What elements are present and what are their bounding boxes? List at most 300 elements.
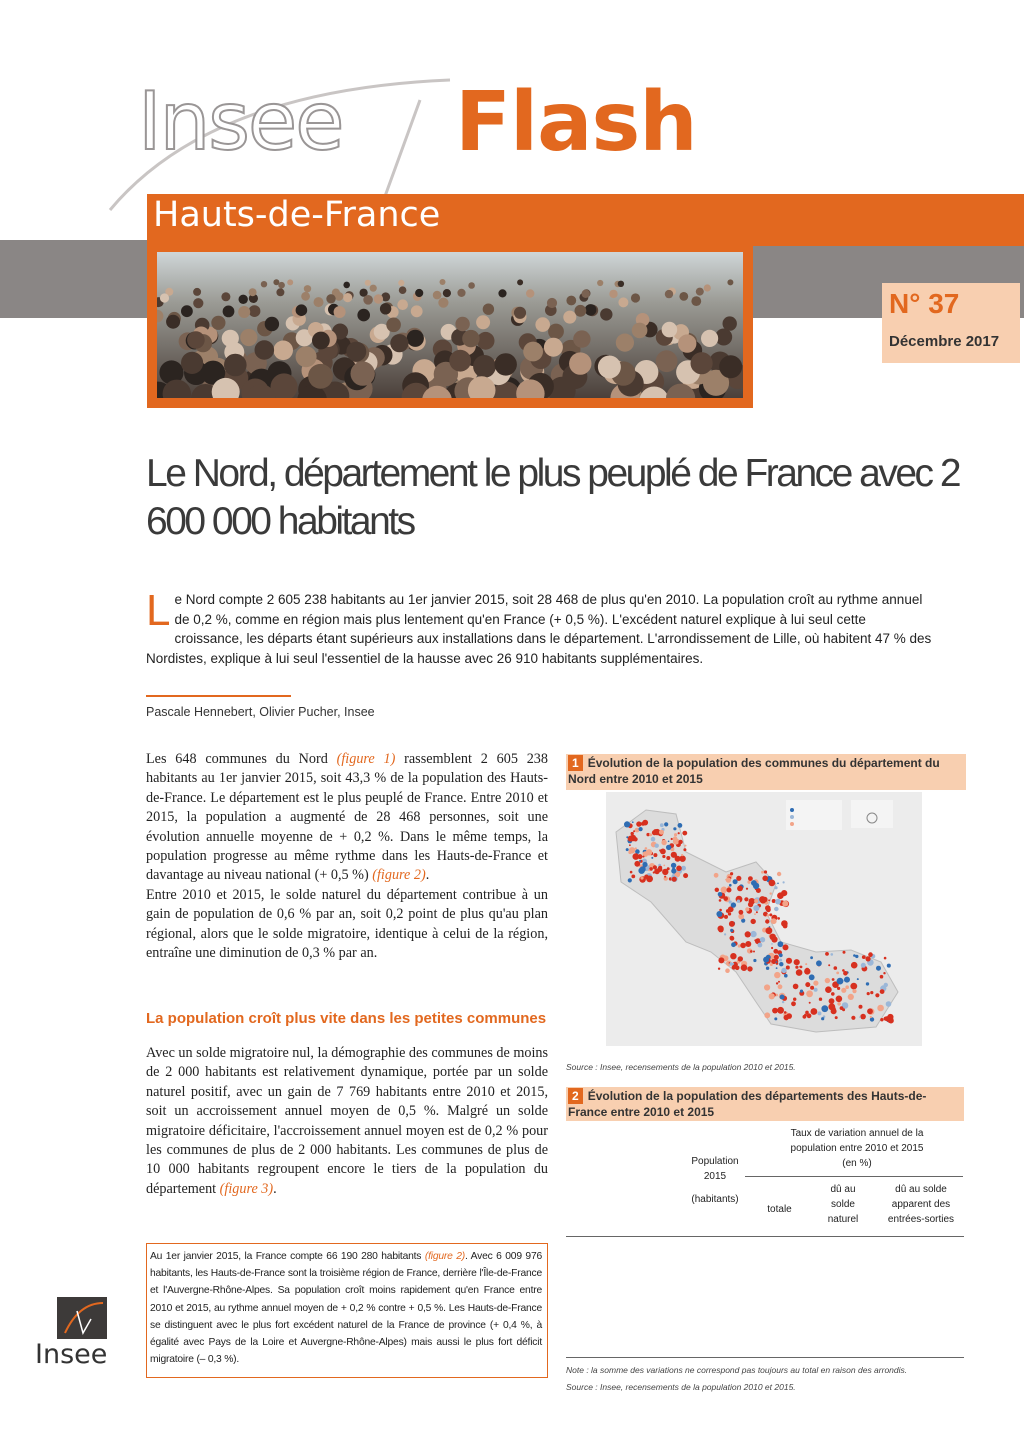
crowd-figure (477, 332, 495, 350)
crowd-figure (535, 317, 550, 332)
figure-2-link[interactable]: (figure 2) (372, 867, 426, 884)
commune-dot (780, 995, 785, 1000)
commune-dot (721, 887, 728, 894)
commune-dot (731, 902, 736, 907)
para1-text-a: Les 648 communes du Nord (146, 751, 337, 767)
commune-dot (678, 840, 682, 844)
crowd-figure (598, 356, 621, 379)
commune-dot (682, 831, 687, 836)
commune-dot (639, 860, 641, 862)
commune-dot (664, 876, 666, 878)
commune-dot (880, 989, 885, 994)
commune-dot (836, 996, 843, 1003)
commune-dot (813, 981, 818, 986)
crowd-figure (166, 315, 180, 329)
commune-dot (832, 978, 835, 981)
commune-dot (653, 853, 657, 857)
crowd-figure (312, 332, 330, 350)
brand-flash: Flash (455, 75, 697, 170)
crowd-figure (457, 289, 465, 297)
crowd-figure (632, 323, 648, 339)
crowd-figure (704, 284, 711, 291)
map-legend (786, 800, 893, 830)
commune-dot (769, 880, 776, 887)
issue-number: N° 37 (889, 288, 960, 319)
crowd-figure (438, 298, 448, 308)
commune-dot (751, 880, 757, 886)
crowd-figure (679, 292, 688, 301)
crowd-figure (514, 307, 526, 319)
figure-2-title-text: Évolution de la population des départements des Hauts-de-France entre 2010 et 2015 (568, 1089, 927, 1119)
crowd-figure (618, 297, 628, 307)
crowd-figure (727, 279, 733, 285)
crowd-figure (335, 292, 344, 301)
commune-dot (718, 926, 724, 932)
crowd-figure (273, 341, 293, 361)
crowd-figure (631, 293, 640, 302)
commune-dot (662, 856, 664, 858)
para1-text-c: . (425, 867, 430, 884)
commune-dot (835, 1016, 838, 1019)
header-migratory: dû au solde apparent des entrées-sorties (887, 1184, 955, 1225)
commune-dot (674, 833, 677, 836)
crowd-figure (343, 293, 352, 302)
commune-dot (644, 875, 648, 879)
commune-dot (719, 909, 722, 912)
commune-dot (767, 914, 770, 917)
lead-text: e Nord compte 2 605 238 habitants au 1er janvier 2015, soit 28 468 de plus qu'en 2010. La population croît au rythme annuel de 0,2 %, comme en région mais plus lentement qu'en France (+ 0,5 %). L'excédent naturel explique à lui seul cette croissance, les départs étant supérieurs aux installations dans le département. L'arrondissement de Lille, où habitent 47 % des Nordistes, explique à lui seul l'essentiel de la hausse avec 26 910 habitants supplémentaires. (146, 592, 932, 666)
lead-paragraph (146, 586, 936, 668)
commune-dot (809, 974, 815, 980)
commune-dot (771, 943, 773, 945)
commune-dot (649, 833, 652, 836)
crowd-figure (193, 298, 203, 308)
header-natural: dû au solde naturel (827, 1184, 859, 1225)
commune-dot (884, 1017, 888, 1021)
commune-dot (766, 907, 771, 912)
commune-dot (718, 968, 720, 970)
figure-2-source: Source : Insee, recensements de la population 2010 et 2015. (566, 1382, 796, 1392)
commune-dot (776, 967, 778, 969)
crowd-figure (526, 289, 534, 297)
crowd-figure (443, 289, 451, 297)
commune-dot (729, 900, 732, 903)
crowd-figure (255, 340, 275, 360)
commune-dot (876, 966, 881, 971)
commune-dot (845, 985, 849, 989)
crowd-figure (483, 304, 494, 315)
commune-dot (821, 1017, 824, 1020)
commune-dot (870, 991, 873, 994)
commune-dot (799, 966, 801, 968)
commune-dot (783, 944, 789, 950)
header-population-unit: (habitants) (691, 1194, 739, 1205)
commune-dot (777, 872, 781, 876)
crowd-figure (357, 309, 370, 322)
commune-dot (793, 984, 799, 990)
commune-dot (772, 938, 776, 942)
commune-dot (642, 862, 647, 867)
crowd-figure (498, 289, 506, 297)
commune-dot (741, 964, 748, 971)
lead-rule (146, 695, 291, 697)
commune-dot (751, 919, 756, 924)
crowd-figure (723, 316, 737, 330)
crowd-figure (399, 286, 407, 294)
commune-dot (673, 827, 676, 830)
commune-dot (730, 953, 736, 959)
table-body-rule-top (566, 1236, 964, 1237)
commune-dot (763, 957, 769, 963)
commune-dot (769, 913, 772, 916)
crowd-figure (455, 317, 469, 331)
commune-dot (870, 955, 872, 957)
commune-dot (825, 978, 830, 983)
commune-dot (831, 1007, 836, 1012)
commune-dot (662, 869, 668, 875)
nord-population-map (606, 792, 922, 1046)
commune-dot (729, 921, 735, 927)
commune-dot (726, 909, 730, 913)
crowd-figure (449, 350, 471, 372)
commune-dot (628, 851, 632, 855)
commune-dot (626, 836, 628, 838)
crowd-figure (380, 303, 391, 314)
crowd-figure (407, 330, 424, 347)
commune-dot (818, 1011, 822, 1015)
commune-dot (737, 900, 740, 903)
crowd-figure (468, 282, 475, 289)
commune-dot (754, 913, 756, 915)
crowd-figure (304, 285, 311, 292)
figure-1-title (568, 755, 964, 787)
crowd-figure (719, 355, 742, 378)
commune-dot (675, 856, 681, 862)
table-header-rule (745, 1176, 963, 1177)
commune-dot (837, 978, 844, 985)
crowd-figure (678, 334, 696, 352)
commune-dot (883, 972, 885, 974)
region-title: Hauts-de-France (153, 195, 441, 235)
commune-dot (862, 955, 866, 959)
commune-dot (635, 849, 640, 854)
crowd-figure (609, 290, 617, 298)
commune-dot (746, 888, 748, 890)
commune-dot (777, 917, 780, 920)
commune-dot (804, 968, 810, 974)
commune-dot (800, 990, 803, 993)
crowd-figure (462, 330, 479, 347)
commune-dot (738, 956, 743, 961)
crowd-figure (600, 308, 612, 320)
commune-dot (753, 951, 755, 953)
commune-dot (629, 844, 631, 846)
crowd-photo (157, 252, 743, 398)
commune-dot (821, 1005, 828, 1012)
commune-dot (631, 875, 635, 879)
commune-dot (724, 933, 726, 935)
crowd-figure (224, 354, 247, 377)
crowd-figure (374, 294, 383, 303)
crowd-figure (370, 285, 377, 292)
commune-dot (673, 836, 678, 841)
crowd-figure (440, 279, 446, 285)
crowd-figure (287, 279, 293, 285)
commune-dot (781, 890, 787, 896)
commune-dot (841, 988, 846, 993)
crowd-figure (160, 293, 169, 302)
commune-dot (661, 840, 666, 845)
commune-dot (870, 1016, 872, 1018)
commune-dot (718, 957, 724, 963)
commune-dot (765, 919, 769, 923)
commune-dot (768, 899, 770, 901)
commune-dot (867, 1008, 873, 1014)
commune-dot (671, 838, 673, 840)
commune-dot (671, 863, 676, 868)
commune-dot (760, 937, 765, 942)
commune-dot (715, 888, 719, 892)
commune-dot (758, 943, 763, 948)
commune-dot (774, 1017, 777, 1020)
commune-dot (725, 879, 727, 881)
crowd-figure (343, 282, 350, 289)
info-box-text (150, 1248, 542, 1368)
crowd-figure (238, 306, 250, 318)
commune-dot (880, 975, 884, 979)
commune-dot (806, 990, 813, 997)
commune-dot (866, 956, 871, 961)
commune-dot (766, 967, 769, 970)
commune-dot (781, 920, 788, 927)
commune-dot (784, 974, 788, 978)
crowd-figure (365, 280, 371, 286)
commune-dot (729, 962, 733, 966)
commune-dot (685, 845, 687, 847)
crowd-figure (326, 294, 335, 303)
commune-dot (796, 969, 803, 976)
crowd-figure (296, 346, 317, 367)
commune-dot (744, 897, 748, 901)
commune-dot (771, 918, 777, 924)
crowd-figure (181, 352, 203, 374)
crowd-figure (314, 297, 324, 307)
crowd-figure (696, 288, 704, 296)
commune-dot (843, 971, 848, 976)
figure-2-note: Note : la somme des variations ne correspond pas toujours au total en raison des arrondis. (566, 1365, 908, 1375)
commune-dot (771, 947, 773, 949)
commune-dot (714, 873, 719, 878)
commune-dot (825, 952, 829, 956)
commune-dot (778, 981, 780, 983)
commune-dot (811, 1008, 818, 1015)
commune-dot (794, 959, 800, 965)
crowd-figure (433, 291, 442, 300)
commune-dot (639, 827, 643, 831)
commune-dot (772, 899, 776, 903)
commune-dot (724, 915, 728, 919)
article-title: Le Nord, département le plus peuplé de France avec 2 600 000 habitants (146, 452, 960, 543)
body-paragraph-2 (146, 1044, 548, 1199)
commune-dot (779, 962, 783, 966)
commune-dot (853, 954, 856, 957)
commune-dot (804, 1014, 807, 1017)
commune-dot (851, 962, 858, 969)
commune-dot (730, 936, 734, 940)
commune-dot (750, 950, 753, 953)
commune-dot (655, 844, 659, 848)
commune-dot (774, 886, 777, 889)
commune-dot (782, 901, 788, 907)
commune-dot (762, 876, 768, 882)
commune-dot (634, 861, 640, 867)
crowd-figure (193, 288, 201, 296)
commune-dot (672, 868, 675, 871)
crowd-figure (656, 350, 678, 372)
figure-3-link[interactable]: (figure 3) (219, 1180, 274, 1197)
commune-dot (737, 886, 743, 892)
commune-dot (775, 899, 781, 905)
commune-dot (736, 876, 741, 881)
crowd-figure (351, 361, 375, 385)
crowd-figure (616, 334, 634, 352)
commune-dot (753, 905, 759, 911)
crowd-figure (346, 342, 366, 362)
figure-1-link[interactable]: (figure 1) (336, 751, 396, 767)
commune-dot (848, 994, 854, 1000)
commune-dot (732, 965, 736, 969)
lead-dropcap: L (146, 586, 171, 635)
box-figure-2-link[interactable]: (figure 2) (424, 1251, 465, 1262)
commune-dot (776, 982, 778, 984)
issue-date: Décembre 2017 (889, 333, 1000, 350)
header-rate-group: Taux de variation annuel de la population entre 2010 et 2015 (en %) (790, 1128, 924, 1169)
commune-dot (810, 956, 813, 959)
commune-dot (877, 1005, 884, 1012)
crowd-figure (597, 280, 603, 286)
commune-dot (807, 1013, 812, 1018)
commune-dot (632, 821, 634, 823)
crowd-figure (476, 315, 490, 329)
commune-dot (852, 989, 856, 993)
commune-dot (624, 821, 630, 827)
crowd-figure (701, 330, 718, 347)
commune-dot (748, 902, 753, 907)
commune-dot (640, 876, 643, 879)
figure-1-source: Source : Insee, recensements de la population 2010 et 2015. (566, 1062, 796, 1072)
commune-dot (859, 1016, 861, 1018)
commune-dot (666, 856, 670, 860)
commune-dot (666, 845, 671, 850)
commune-dot (725, 968, 730, 973)
commune-dot (866, 982, 869, 985)
crowd-figure (390, 334, 408, 352)
commune-dot (769, 993, 775, 999)
crowd-figure (582, 290, 590, 298)
commune-dot (786, 966, 790, 970)
commune-dot (716, 911, 722, 917)
commune-dot (783, 881, 785, 883)
crowd-figure (278, 282, 285, 289)
commune-dot (861, 963, 866, 968)
commune-dot (844, 977, 850, 983)
commune-dot (646, 849, 652, 855)
figure-1-number: 1 (568, 755, 583, 771)
commune-dot (860, 1014, 866, 1020)
commune-dot (762, 897, 768, 903)
para2-text-a: Avec un solde migratoire nul, la démographie des communes de moins de 2 000 habitants est relativement dynamique, portée par un solde naturel positif, avec un gain de 7 769 habitants entre 2010 et 2015, soit un accroissement annuel moyen de 0,5 %. Malgré un solde migratoire déficitaire, l'accroissement annuel moyen est de 0,2 % pour les communes de plus de 2 000 habitants. Les communes de plus de 10 000 habitants regroupent encore le tiers de la population du département (146, 1045, 549, 1197)
commune-dot (851, 1016, 855, 1020)
commune-dot (764, 870, 767, 873)
commune-dot (850, 983, 857, 990)
commune-dot (730, 929, 733, 932)
commune-dot (642, 820, 648, 826)
crowd-figure (662, 322, 678, 338)
commune-dot (831, 953, 834, 956)
commune-dot (651, 857, 653, 859)
commune-dot (880, 1018, 883, 1021)
commune-dot (668, 841, 670, 843)
commune-dot (784, 1015, 789, 1020)
commune-dot (640, 866, 646, 872)
commune-dot (681, 854, 683, 856)
commune-dot (651, 837, 656, 842)
crowd-figure (239, 295, 248, 304)
figure-2-title (568, 1088, 962, 1120)
commune-dot (756, 911, 758, 913)
commune-dot (842, 1008, 845, 1011)
commune-dot (875, 993, 879, 997)
commune-dot (754, 899, 758, 903)
crowd-figure (691, 352, 713, 374)
crowd-figure (181, 305, 193, 317)
crowd-figure (523, 342, 543, 362)
commune-dot (776, 961, 778, 963)
commune-dot (727, 888, 732, 893)
commune-dot (683, 848, 686, 851)
crowd-figure (363, 295, 373, 305)
insee-logo-icon (57, 1297, 107, 1339)
commune-dot (766, 927, 773, 934)
crowd-figure (221, 292, 230, 301)
commune-dot (772, 1008, 778, 1014)
crowd-figure (296, 304, 308, 316)
commune-dot (630, 871, 633, 874)
commune-dot (753, 959, 756, 962)
crowd-figure (473, 355, 496, 378)
commune-dot (793, 998, 796, 1001)
commune-dot (816, 960, 822, 966)
para1-text-d: Entre 2010 et 2015, le solde naturel du département contribue à un gain de population de 0,6 % par an, soit 0,2 point de plus qu'au plan régional, alors que le solde migratoire, identique à celui de la région, entraîne une diminution de 0,3 % par an. (146, 886, 548, 962)
commune-dot (628, 878, 632, 882)
commune-dot (633, 837, 637, 841)
commune-dot (664, 822, 668, 826)
commune-dot (828, 964, 830, 966)
insee-logo-text: Insee (35, 1339, 108, 1370)
crowd-figure (415, 289, 423, 297)
commune-dot (779, 959, 782, 962)
commune-dot (777, 883, 779, 885)
commune-dot (739, 910, 744, 915)
commune-dot (754, 939, 756, 941)
commune-dot (773, 949, 778, 954)
commune-dot (774, 916, 776, 918)
commune-dot (778, 984, 783, 989)
commune-dot (747, 966, 752, 971)
commune-dot (633, 853, 640, 860)
commune-dot (730, 872, 733, 875)
crowd-figure (495, 353, 517, 375)
